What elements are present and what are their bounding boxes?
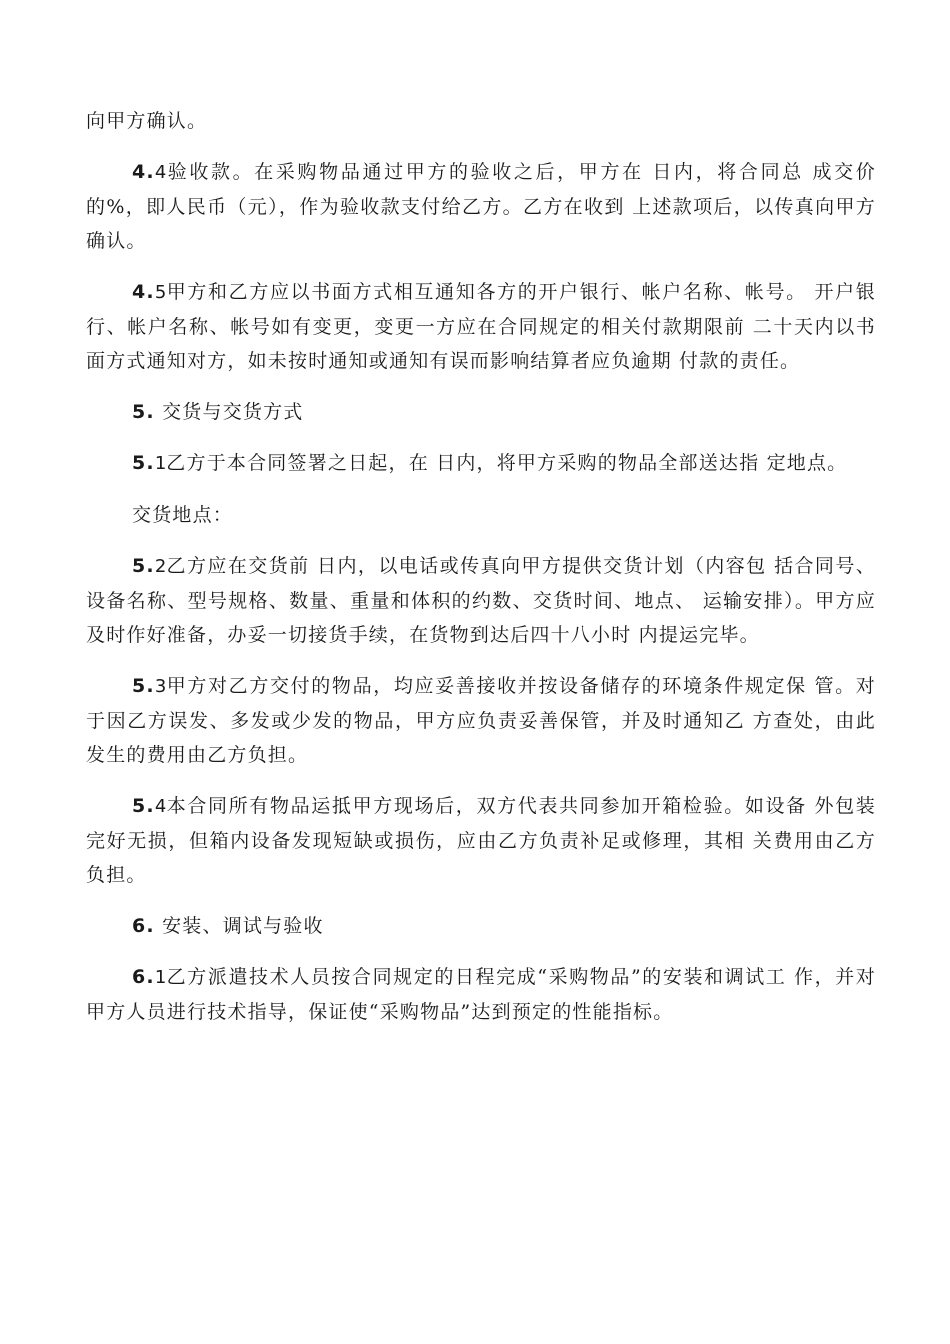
delivery-location-label: 交货地点： [132, 504, 234, 526]
clause-4-5 [86, 275, 876, 378]
clause-text: 乙方派遣技术人员按合同规定的日程完成“采购物品”的安装和调试工 作，并对甲方人员进行技术指导，保证使“采购物品”达到预定的性能指标。 [86, 966, 876, 1023]
clause-number: 5. [132, 795, 155, 817]
clause-5-2 [86, 549, 876, 652]
clause-subnumber: 1 [154, 453, 167, 474]
clause-text: 甲方和乙方应以书面方式相互通知各方的开户银行、帐户名称、帐号。 开户银行、帐户名称、帐号如有变更，变更一方应在合同规定的相关付款期限前 二十天内以书面方式通知对方，如未按时通知或通知有误而影响结算者应负逾期 付款的责任。 [86, 281, 876, 372]
clause-number: 4. [132, 281, 155, 303]
document-body [86, 104, 876, 1029]
clause-5-1 [86, 446, 876, 481]
clause-6-1 [86, 960, 876, 1029]
paragraph-text: 向甲方确认。 [86, 110, 208, 132]
clause-subnumber: 1 [154, 967, 167, 988]
clause-number: 5. [132, 675, 155, 697]
clause-text: 乙方于本合同签署之日起，在 日内，将甲方采购的物品全部送达指 定地点。 [166, 452, 848, 474]
section-title: 交货与交货方式 [162, 401, 304, 423]
clause-4-4 [86, 155, 876, 258]
clause-number: 4. [132, 161, 155, 183]
clause-text: 验收款。在采购物品通过甲方的验收之后，甲方在 日内，将合同总 成交价的%，即人民币（元），作为验收款支付给乙方。乙方在收到 上述款项后，以传真向甲方确认。 [86, 161, 876, 252]
section-number: 6. [132, 915, 155, 937]
section-number: 5. [132, 401, 155, 423]
section-title: 安装、调试与验收 [162, 915, 324, 937]
clause-subnumber: 4 [154, 162, 167, 183]
clause-text: 乙方应在交货前 日内，以电话或传真向甲方提供交货计划（内容包 括合同号、设备名称、型号规格、数量、重量和体积的约数、交货时间、地点、 运输安排）。甲方应及时作好准备，办妥一切接货手续，在货物到达后四十八小时 内提运完毕。 [86, 555, 876, 646]
clause-subnumber: 2 [154, 556, 167, 577]
clause-number: 5. [132, 452, 155, 474]
clause-5-3 [86, 669, 876, 772]
clause-number: 6. [132, 966, 155, 988]
clause-subnumber: 5 [154, 282, 167, 303]
section-6-heading [86, 909, 876, 943]
clause-subnumber: 3 [154, 676, 167, 697]
clause-text: 本合同所有物品运抵甲方现场后，双方代表共同参加开箱检验。如设备 外包装完好无损，但箱内设备发现短缺或损伤，应由乙方负责补足或修理，其相 关费用由乙方负担。 [86, 795, 876, 886]
clause-5-4 [86, 789, 876, 892]
clause-subnumber: 4 [154, 796, 167, 817]
paragraph-continuation [86, 104, 876, 138]
section-5-heading [86, 395, 876, 429]
delivery-location-line [86, 498, 876, 532]
clause-number: 5. [132, 555, 155, 577]
clause-text: 甲方对乙方交付的物品，均应妥善接收并按设备储存的环境条件规定保 管。对于因乙方误发、多发或少发的物品，甲方应负责妥善保管，并及时通知乙 方查处，由此发生的费用由乙方负担。 [86, 675, 876, 766]
